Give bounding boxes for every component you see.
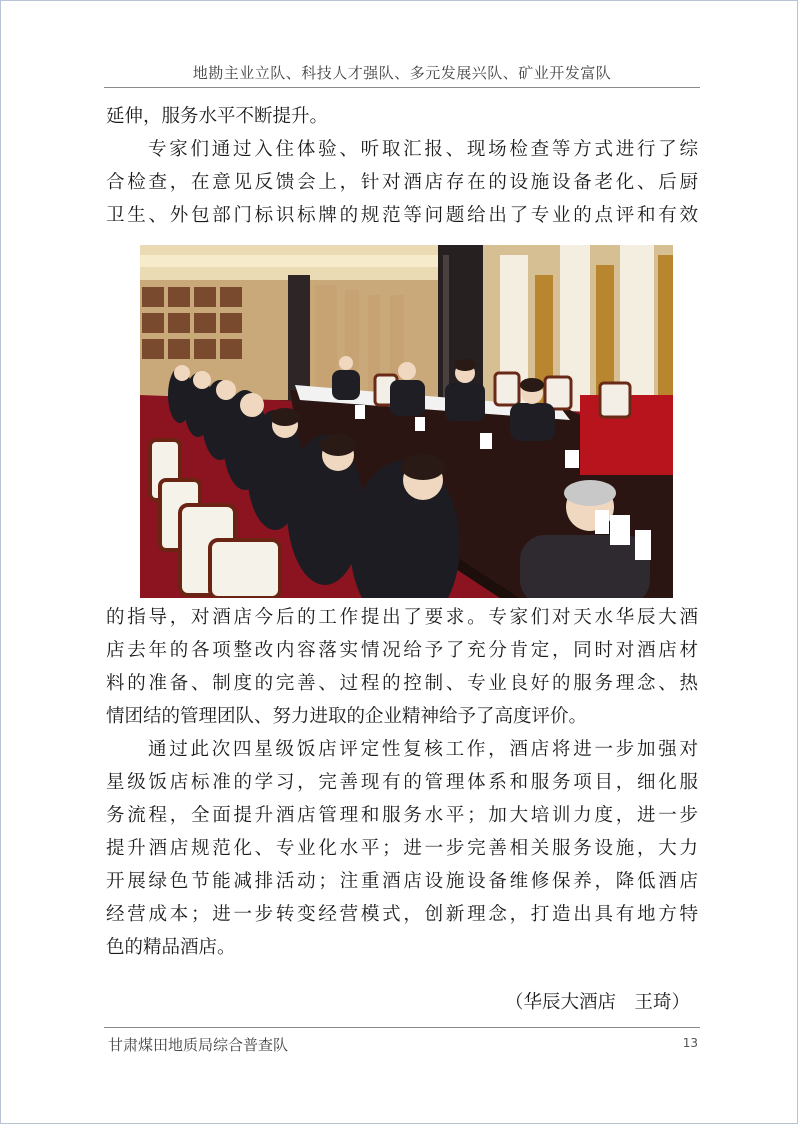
author-signature: （华辰大酒店 王琦） (504, 992, 690, 1013)
text-line: 合检查，在意见反馈会上，针对酒店存在的设施设备老化、后厨 (106, 172, 698, 193)
text-line: 延伸，服务水平不断提升。 (106, 106, 329, 127)
text-line: 情团结的管理团队、努力进取的企业精神给予了高度评价。 (106, 706, 588, 727)
text-line: 专家们通过入住体验、听取汇报、现场检查等方式进行了综 (148, 139, 698, 160)
text-line: 经营成本；进一步转变经营模式，创新理念，打造出具有地方特 (106, 904, 698, 925)
text-line: 通过此次四星级饭店评定性复核工作，酒店将进一步加强对 (148, 739, 698, 760)
text-line: 的指导，对酒店今后的工作提出了要求。专家们对天水华辰大酒 (106, 607, 698, 628)
page-number: 13 (682, 1036, 698, 1050)
footer-organization: 甘肃煤田地质局综合普查队 (108, 1036, 289, 1054)
paragraph-block-bottom (106, 601, 698, 964)
text-line: 务流程，全面提升酒店管理和服务水平；加大培训力度，进一步 (106, 805, 698, 826)
text-line: 开展绿色节能减排活动；注重酒店设施设备维修保养，降低酒店 (106, 871, 698, 892)
meeting-photo (140, 245, 673, 598)
meeting-room-illustration (140, 245, 673, 598)
text-line: 星级饭店标准的学习，完善现有的管理体系和服务项目，细化服 (106, 772, 698, 793)
text-line: 料的准备、制度的完善、过程的控制、专业良好的服务理念、热 (106, 673, 698, 694)
header-divider (104, 87, 700, 88)
header-slogan: 地勘主业立队、科技人才强队、多元发展兴队、矿业开发富队 (192, 64, 612, 82)
text-line: 卫生、外包部门标识标牌的规范等问题给出了专业的点评和有效 (106, 205, 698, 226)
paragraph-block-top (106, 100, 698, 232)
text-line: 店去年的各项整改内容落实情况给予了充分肯定，同时对酒店材 (106, 640, 698, 661)
text-line: 色的精品酒店。 (106, 937, 236, 958)
text-line: 提升酒店规范化、专业化水平；进一步完善相关服务设施，大力 (106, 838, 698, 859)
footer-divider (104, 1027, 700, 1028)
